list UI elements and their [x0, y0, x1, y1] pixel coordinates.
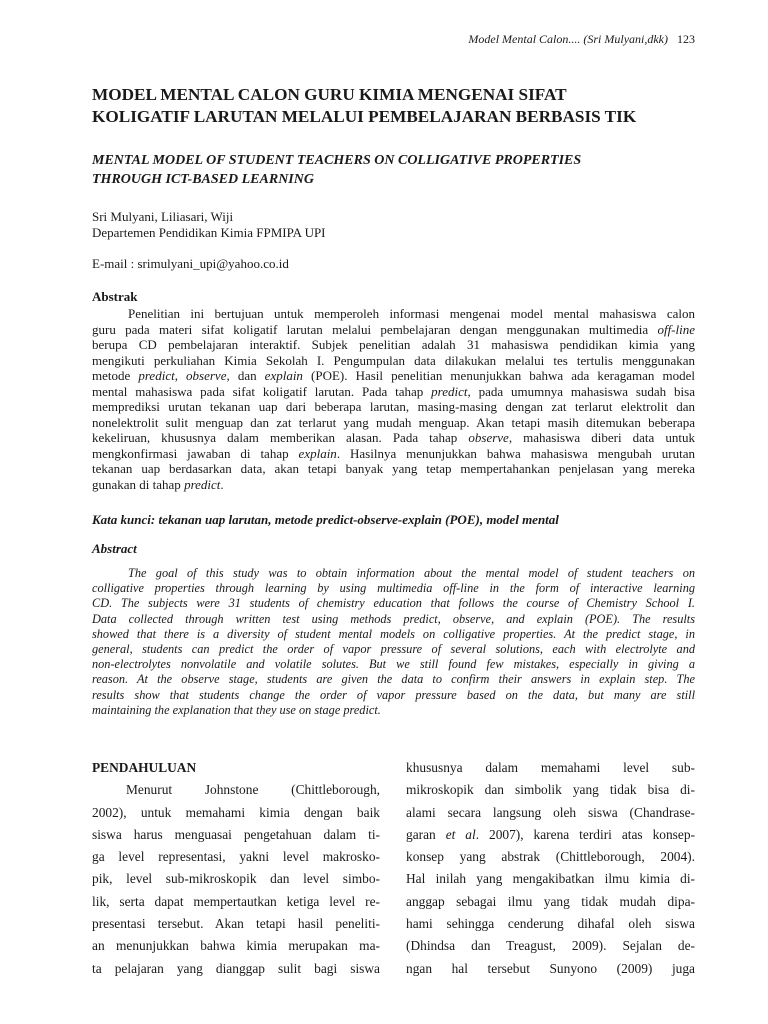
abstrak-line: gunakan di tahap predict. [92, 476, 224, 492]
page-number: 123 [677, 32, 695, 46]
body-line: konsep yang abstrak (Chittleborough, 2004). [406, 849, 695, 865]
body-line: hami sehingga cenderung dihafal oleh siswa [406, 916, 695, 932]
body-column-right [406, 757, 695, 980]
body-line: mikroskopik dan simbolik yang tidak bisa di- [406, 782, 695, 798]
body-line: pik, level sub-mikroskopik dan level simbo- [92, 871, 380, 887]
title-indonesian [92, 84, 692, 128]
abstrak-line: guru pada materi sifat koligatif larutan melalui pembelajaran dengan menggunakan multimedia off-line [92, 321, 695, 337]
abstrak-line: nonelektrolit sulit menguap dan zat terlarut yang mudah menguap. Akan tetapi masih ditemukan beberapa [92, 414, 695, 430]
abstract-line: colligative properties through learning by using multimedia off-line in the form of interactive learning [92, 581, 695, 596]
abstract-line: The goal of this study was to obtain information about the mental model of student teachers on [128, 566, 695, 580]
abstrak-line: memprediksi urutan tekanan uap dari beberapa larutan, masing-masing dengan zat terlarut elektrolit dan [92, 399, 695, 414]
title-line: MODEL MENTAL CALON GURU KIMIA MENGENAI SIFAT [92, 85, 567, 104]
abstrak-heading: Abstrak [92, 289, 138, 304]
author-names: Sri Mulyani, Liliasari, Wiji [92, 209, 234, 224]
abstract-line: CD. The subjects were 31 students of chemistry education that follows the course of Chemistry School I. [92, 596, 695, 611]
body-line: lik, serta dapat mempertautkan ketiga level re- [92, 893, 380, 909]
abstrak-line: mental mahasiswa pada sifat koligatif larutan. Pada tahap predict, pada umumnya mahasiswa sudah bisa [92, 383, 695, 399]
author-affiliation: Departemen Pendidikan Kimia FPMIPA UPI [92, 225, 326, 240]
abstract-line: maintaining the explanation that they use on stage predict. [92, 702, 381, 717]
body-line: khususnya dalam memahami level sub- [406, 760, 695, 775]
abstract-heading: Abstract [92, 541, 137, 556]
body-line: presentasi tersebut. Akan tetapi hasil peneliti- [92, 916, 380, 932]
abstrak-line: metode predict, observe, dan explain (POE). Hasil penelitian menunjukkan bahwa ada keragaman model [92, 368, 696, 383]
abstract-line: non-electrolytes nonvolatile and volatile solutes. But we still found few mistakes, especially in giving a [92, 657, 695, 672]
abstrak-body [92, 306, 695, 492]
abstract-line: Data collected through written test using methods predict, observe, and explain (POE). The results [92, 611, 695, 626]
body-line: ga level representasi, yakni level makrosko- [92, 849, 380, 865]
body-line: an menunjukkan bahwa kimia merupakan ma- [92, 938, 380, 954]
abstrak-line: berupa CD pembelajaran interaktif. Subjek penelitian adalah 31 mahasiswa pendidikan kimia yang [92, 337, 695, 352]
body-column-left [92, 757, 380, 980]
body-line: anggap sebagai ilmu yang tidak mudah dipa- [406, 893, 695, 909]
running-head-text: Model Mental Calon.... (Sri Mulyani,dkk) [468, 32, 668, 46]
body-line: Hal inilah yang mengakibatkan ilmu kimia di- [406, 871, 695, 887]
abstract-line: general, students can predict the order of vapor pressure of several solutions, each with electrolyte and [92, 642, 695, 657]
section-heading: PENDAHULUAN [92, 760, 197, 775]
body-line: ta pelajaran yang dianggap sulit bagi siswa [92, 960, 380, 976]
author-email: E-mail : srimulyani_upi@yahoo.co.id [92, 256, 289, 271]
keywords: Kata kunci: tekanan uap larutan, metode predict-observe-explain (POE), model mental [92, 512, 559, 527]
abstrak-line: Penelitian ini bertujuan untuk memperoleh informasi mengenai model mental mahasiswa calon [128, 306, 695, 321]
abstrak-line: kekeliruan, khususnya dalam memberikan alasan. Pada tahap observe, mahasiswa diberi data untuk [92, 430, 695, 445]
body-line: 2002), untuk memahami kimia dengan baik [92, 804, 380, 820]
abstrak-line: mengkonfirmasi jawaban di tahap explain. Hasilnya menunjukkan bahwa mahasiswa mengubah urutan [92, 445, 696, 461]
abstrak-line: tekanan uap berdasarkan data, akan tetapi banyak yang tetap mempertahankan penjelasan yang mereka [92, 461, 695, 476]
body-line: ngan hal tersebut Sunyono (2009) juga [406, 960, 695, 976]
author-block [92, 209, 326, 241]
body-line: alami secara langsung oleh siswa (Chandrase- [406, 804, 695, 820]
abstract-line: reason. At the observe stage, students are given the data to confirm their answers in explain step. The [92, 672, 695, 687]
abstract-line: results show that students change the order of vapor pressure based on the data, but many are still [92, 687, 695, 702]
abstract-body [92, 566, 695, 718]
title-line: KOLIGATIF LARUTAN MELALUI PEMBELAJARAN BERBASIS TIK [92, 107, 637, 126]
abstract-line: showed that there is a diversity of student mental models on colligative properties. At the predict stage, in [92, 626, 695, 641]
title-line: MENTAL MODEL OF STUDENT TEACHERS ON COLLIGATIVE PROPERTIES [92, 153, 582, 168]
body-line: siswa harus menguasai pengetahuan dalam ti- [92, 826, 380, 842]
running-head [468, 32, 695, 47]
body-line: garan et al. 2007), karena terdiri atas konsep- [406, 826, 695, 842]
body-line: (Dhindsa dan Treagust, 2009). Sejalan de- [406, 938, 695, 954]
title-english [92, 151, 692, 189]
title-line: THROUGH ICT-BASED LEARNING [92, 172, 314, 187]
abstrak-line: mengikuti perkuliahan Kimia Sekolah I. Pengumpulan data dilakukan melalui tes tertulis menggunakan [92, 352, 695, 368]
body-line: Menurut Johnstone (Chittleborough, [126, 782, 380, 798]
